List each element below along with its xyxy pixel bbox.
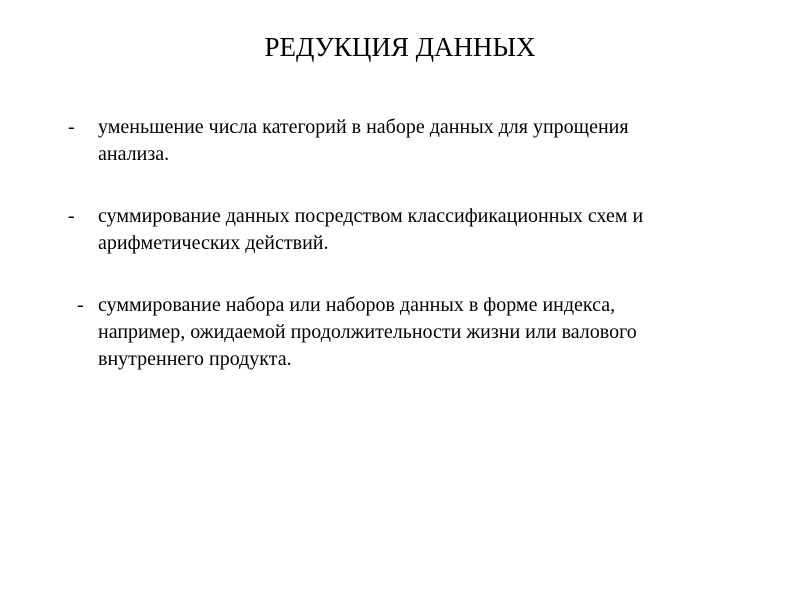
bullet-text-line: например, ожидаемой продолжительности жизни или валового	[98, 321, 637, 343]
bullet-text-line: уменьшение числа категорий в наборе данных для упрощения	[98, 116, 629, 138]
bullet-text-line: внутреннего продукта.	[98, 348, 292, 370]
bullet-text	[98, 203, 738, 257]
bullet-marker: -	[68, 205, 75, 227]
bullet-marker: -	[77, 294, 84, 316]
bullet-text-line: суммирование набора или наборов данных в форме индекса,	[98, 294, 616, 316]
bullet-text-line: суммирование данных посредством классификационных схем и	[98, 205, 644, 227]
slide-title: РЕДУКЦИЯ ДАННЫХ	[264, 32, 536, 62]
bullet-text	[98, 292, 738, 373]
bullet-text-line: арифметических действий.	[98, 232, 329, 254]
bullet-marker: -	[68, 116, 75, 138]
bullet-text-line: анализа.	[98, 143, 170, 165]
bullet-text	[98, 114, 738, 168]
